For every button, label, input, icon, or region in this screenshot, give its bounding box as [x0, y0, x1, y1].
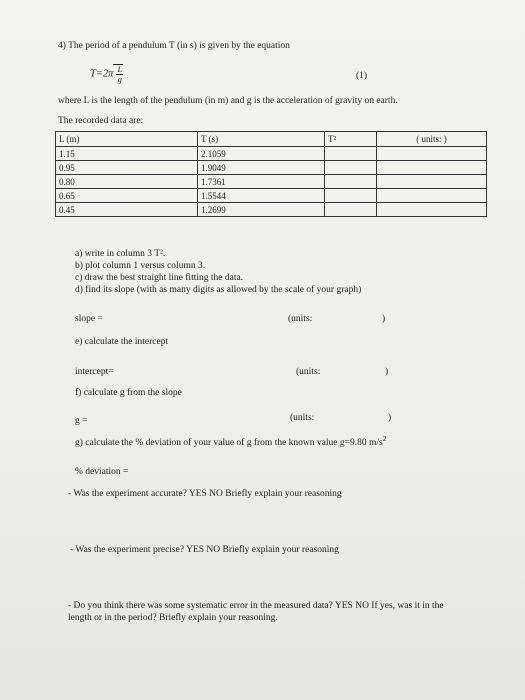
- table-row: 0.65 1.5544: [56, 189, 487, 203]
- variable-definition: where L is the length of the pendulum (in m) and g is the acceleration of gravity on earth.: [58, 96, 398, 106]
- t2-cell[interactable]: [325, 203, 377, 217]
- task-d: d) find its slope (with as many digits as allowed by the scale of your graph): [75, 285, 362, 295]
- slope-label[interactable]: slope =: [75, 314, 103, 324]
- g-units-close: ): [388, 413, 392, 423]
- table-row: 0.45 1.2699: [56, 203, 487, 217]
- systematic-error-question-cont: length or in the period? Briefly explain your reasoning.: [68, 613, 278, 623]
- data-table: [55, 131, 487, 217]
- accuracy-question: - Was the experiment accurate? YES NO Briefly explain your reasoning: [68, 489, 342, 499]
- t2-cell[interactable]: [325, 161, 377, 175]
- pendulum-equation: T=2π $\frac{L}{g}$: [90, 64, 123, 84]
- precision-question: - Was the experiment precise? YES NO Briefly explain your reasoning: [70, 545, 339, 555]
- header-period-squared: T²: [325, 132, 377, 147]
- question-4-heading: 4) The period of a pendulum T (in s) is given by the equation: [58, 41, 290, 51]
- t2-cell[interactable]: [325, 189, 377, 203]
- t2-cell[interactable]: [325, 147, 377, 161]
- percent-deviation-label[interactable]: % deviation =: [75, 467, 129, 477]
- task-b: b) plot column 1 versus column 3.: [75, 261, 206, 271]
- intercept-units[interactable]: (units:: [296, 367, 321, 377]
- recorded-data-label: The recorded data are:: [58, 116, 144, 126]
- g-label[interactable]: g =: [75, 416, 88, 426]
- task-e: e) calculate the intercept: [75, 337, 169, 347]
- systematic-error-question: - Do you think there was some systematic error in the measured data? YES NO If yes, was it in the: [68, 601, 444, 611]
- task-a: a) write in column 3 T².: [75, 249, 166, 259]
- g-units[interactable]: (units:: [290, 413, 315, 423]
- slope-units[interactable]: (units:: [288, 314, 313, 324]
- task-g: g) calculate the % deviation of your value of g from the known value g=9.80 $m/s^2$: [75, 435, 387, 449]
- table-row: 0.80 1.7361: [56, 175, 487, 189]
- table-row: 0.95 1.9049: [56, 161, 487, 175]
- task-f: f) calculate g from the slope: [75, 388, 182, 398]
- slope-units-close: ): [382, 314, 386, 324]
- table-row: 1.15 2.1059: [56, 147, 487, 161]
- intercept-label[interactable]: intercept=: [75, 367, 114, 377]
- table-header-row: [56, 132, 487, 147]
- header-period: T (s): [198, 132, 325, 147]
- t2-cell[interactable]: [325, 175, 377, 189]
- equation-number: (1): [356, 71, 368, 81]
- task-c: c) draw the best straight line fitting the data.: [75, 273, 244, 283]
- header-units: ( units: ): [377, 132, 487, 147]
- header-length: L (m): [56, 132, 198, 147]
- intercept-units-close: ): [385, 367, 389, 377]
